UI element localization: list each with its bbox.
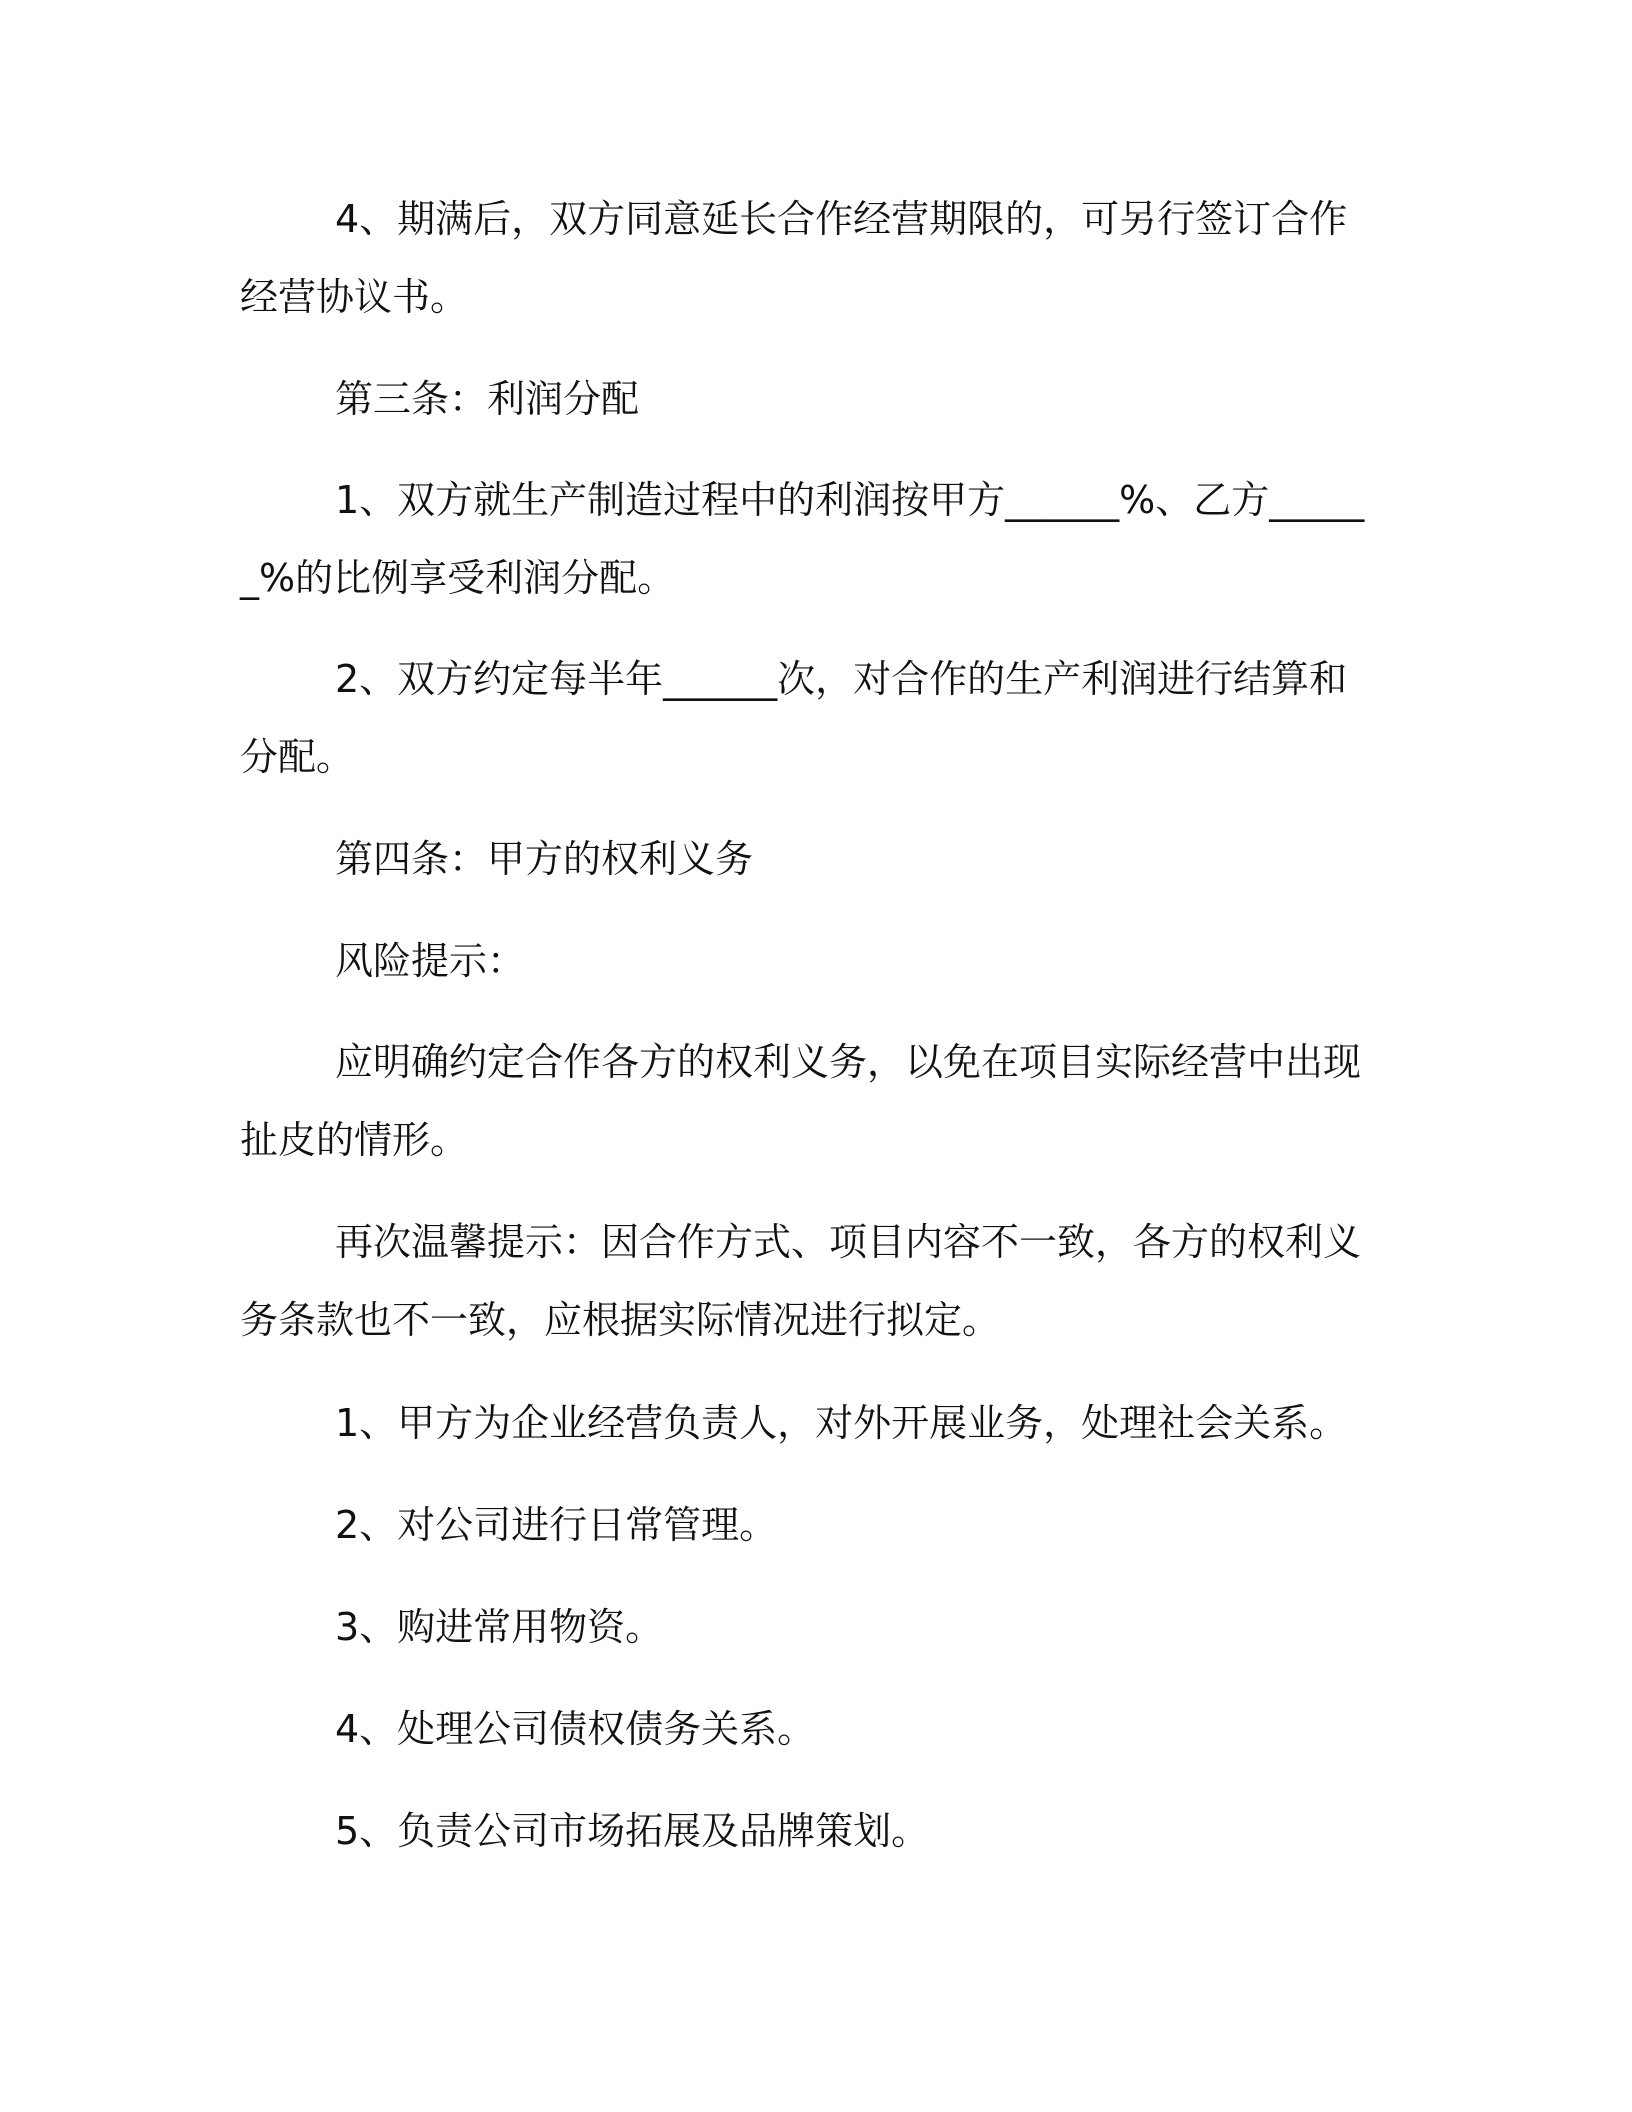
clause-4-item-4: 4、处理公司债权债务关系。 [335,1707,816,1751]
risk-notice-heading: 风险提示： [335,939,526,983]
clause-3-item-1: 1、双方就生产制造过程中的利润按甲方______%、乙方______%的比例享受利润分配。 [240,478,1365,600]
article-4-heading: 第四条：甲方的权利义务 [335,837,754,881]
clause-4-item-2: 2、对公司进行日常管理。 [335,1503,778,1547]
clause-2-item-4: 4、期满后，双方同意延长合作经营期限的，可另行签订合作经营协议书。 [240,197,1348,319]
clause-4-item-1: 1、甲方为企业经营负责人，对外开展业务，处理社会关系。 [335,1401,1348,1445]
clause-3-item-2: 2、双方约定每半年______次，对合作的生产利润进行结算和分配。 [240,657,1348,779]
reminder-text: 再次温馨提示：因合作方式、项目内容不一致，各方的权利义务条款也不一致，应根据实际情况进行拟定。 [240,1220,1362,1342]
clause-4-item-5: 5、负责公司市场拓展及品牌策划。 [335,1809,930,1853]
risk-notice-text: 应明确约定合作各方的权利义务，以免在项目实际经营中出现扯皮的情形。 [240,1040,1362,1162]
clause-4-item-3: 3、购进常用物资。 [335,1605,664,1649]
article-3-heading: 第三条：利润分配 [335,377,640,421]
